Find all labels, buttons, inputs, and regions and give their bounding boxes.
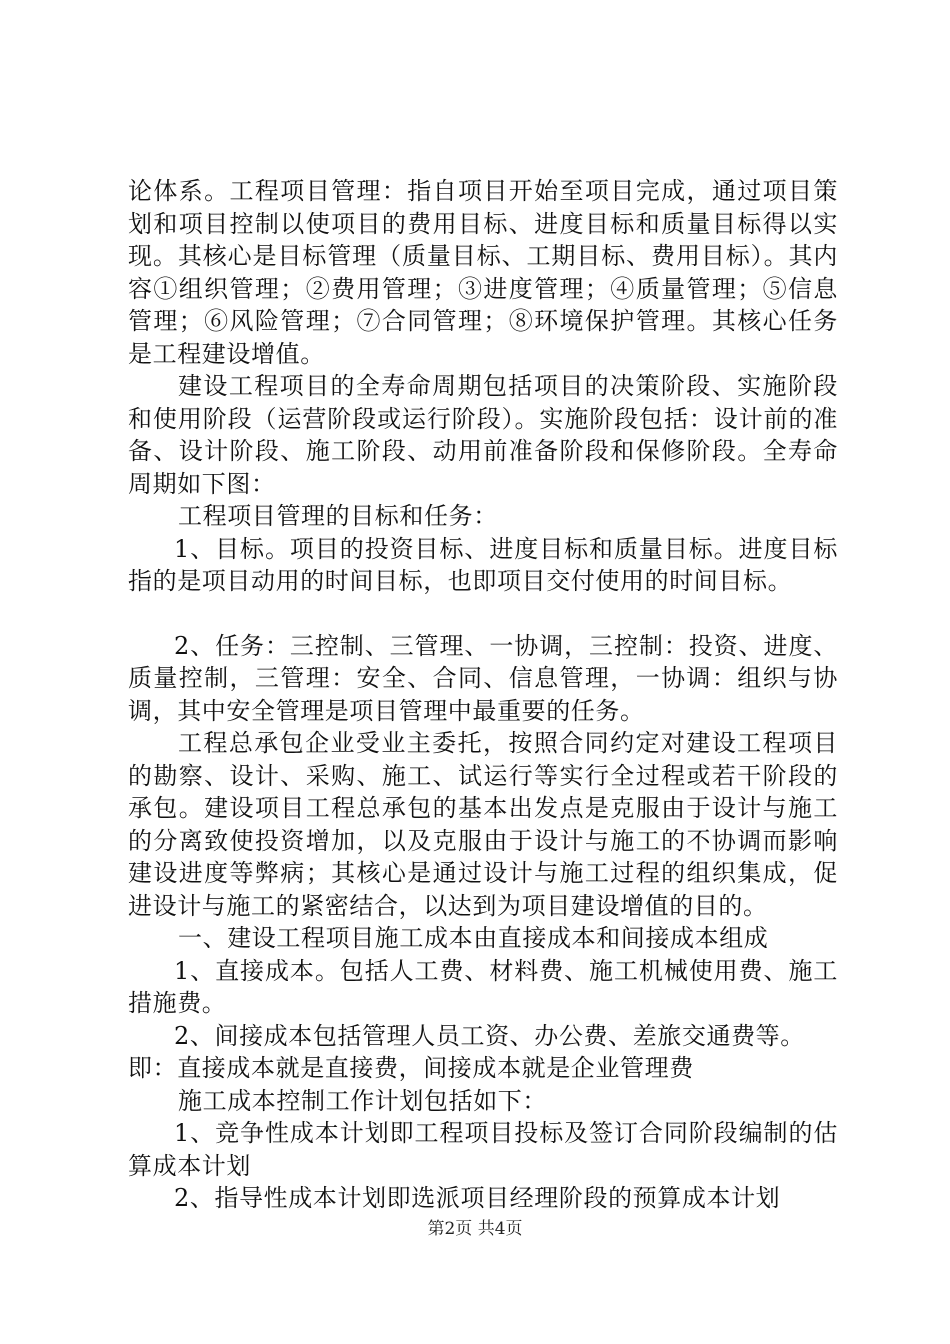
paragraph-tasks: 2、任务：三控制、三管理、一协调，三控制：投资、进度、质量控制，三管理：安全、合同、信息管理，一协调：组织与协调，其中安全管理是项目管理中最重要的任务。	[128, 631, 838, 725]
paragraph-competitive-plan: 1、竞争性成本计划即工程项目投标及签订合同阶段编制的估算成本计划	[128, 1119, 838, 1180]
page-footer: 第2页 共4页	[427, 1219, 523, 1239]
paragraph-general-contracting: 工程总承包企业受业主委托，按照合同约定对建设工程项目的勘察、设计、采购、施工、试运行等实行全过程或若干阶段的承包。建设项目工程总承包的基本出发点是克服由于设计与施工的分离致使投资增加，以及克服由于设计与施工的不协调而影响建设进度等弊病；其核心是通过设计与施工过程的组织集成，促进设计与施工的紧密结合，以达到为项目建设增值的目的。	[128, 729, 838, 920]
paragraph-guiding-plan: 2、指导性成本计划即选派项目经理阶段的预算成本计划	[174, 1184, 781, 1212]
paragraph-direct-cost: 1、直接成本。包括人工费、材料费、施工机械使用费、施工措施费。	[128, 956, 838, 1017]
paragraph-goals-heading: 工程项目管理的目标和任务：	[178, 502, 498, 530]
paragraph-indirect-cost: 2、间接成本包括管理人员工资、办公费、差旅交通费等。	[174, 1021, 805, 1050]
paragraph-project-management: 论体系。工程项目管理：指自项目开始至项目完成，通过项目策划和项目控制以使项目的费用目标、进度目标和质量目标得以实现。其核心是目标管理（质量目标、工期目标、费用目标）。其内容①组织管理；②费用管理；③进度管理；④质量管理；⑤信息管理；⑥风险管理；⑦合同管理；⑧环境保护管理。其核心任务是工程建设增值。	[128, 177, 838, 368]
paragraph-cost-definition: 即：直接成本就是直接费，间接成本就是企业管理费	[128, 1054, 694, 1082]
paragraph-goals: 1、目标。项目的投资目标、进度目标和质量目标。进度目标指的是项目动用的时间目标，也即项目交付使用的时间目标。	[128, 534, 838, 595]
paragraph-life-cycle: 建设工程项目的全寿命周期包括项目的决策阶段、实施阶段和使用阶段（运营阶段或运行阶段）。实施阶段包括：设计前的准备、设计阶段、施工阶段、动用前准备阶段和保修阶段。全寿命周期如下图：	[128, 372, 838, 498]
paragraph-cost-heading: 一、建设工程项目施工成本由直接成本和间接成本组成	[178, 924, 769, 952]
blank-line	[128, 598, 838, 630]
document-body	[128, 175, 838, 1215]
paragraph-cost-plan-heading: 施工成本控制工作计划包括如下：	[178, 1086, 547, 1115]
